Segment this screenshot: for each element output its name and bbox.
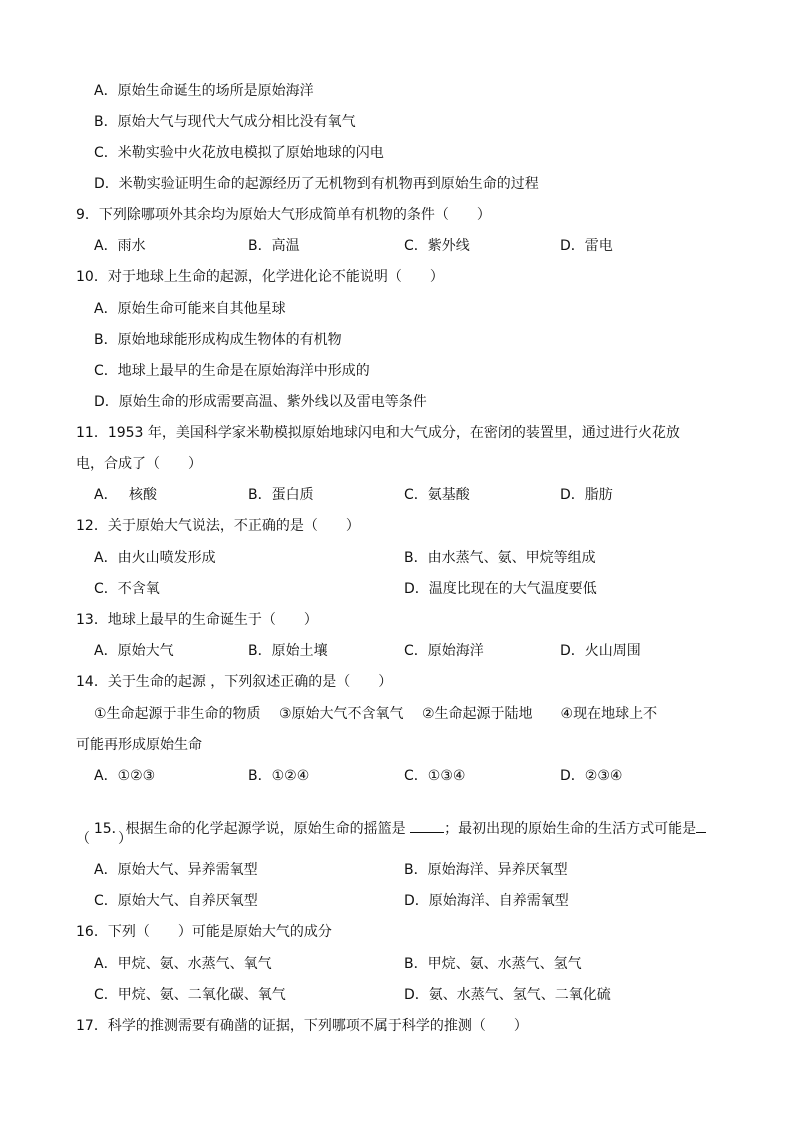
q15-blank-2 — [696, 818, 706, 833]
q13-option-c: C．原始海洋 — [404, 643, 484, 659]
q14-option-b: B．①②④ — [248, 768, 310, 784]
q15-stem-part-a: 15．根据生命的化学起源学说，原始生命的摇篮是 — [93, 821, 411, 837]
q15-option-c: C．原始大气、自养厌氧型 — [94, 893, 258, 909]
q10-option-d: D．原始生命的形成需要高温、紫外线以及雷电等条件 — [94, 394, 427, 410]
q12-option-c: C．不含氧 — [94, 581, 160, 597]
q15-blank-1 — [410, 818, 444, 833]
q14-items-line1: ①生命起源于非生命的物质 ③原始大气不含氧气 ②生命起源于陆地 ④现在地球上不 — [94, 706, 658, 722]
q15-stem-line1 — [76, 798, 706, 837]
q15-stem-part-b: ；最初出现的原始生命的生活方式可能是 — [444, 821, 697, 837]
q13-option-d: D．火山周围 — [560, 643, 641, 659]
q8-option-c: C．米勒实验中火花放电模拟了原始地球的闪电 — [94, 145, 384, 161]
q16-option-a: A．甲烷、氨、水蒸气、氧气 — [94, 956, 272, 972]
q11-option-a: A． 核酸 — [94, 487, 158, 503]
q10-stem: 10．对于地球上生命的起源，化学进化论不能说明（ ） — [76, 269, 444, 285]
q17-stem: 17．科学的推测需要有确凿的证据，下列哪项不属于科学的推测（ ） — [76, 1018, 528, 1034]
q8-option-a: A．原始生命诞生的场所是原始海洋 — [94, 83, 314, 99]
q9-option-a: A．雨水 — [94, 238, 146, 254]
q12-option-d: D．温度比现在的大气温度要低 — [404, 581, 597, 597]
q12-option-b: B．由水蒸气、氨、甲烷等组成 — [404, 550, 596, 566]
q13-option-b: B．原始土壤 — [248, 643, 328, 659]
q13-stem: 13．地球上最早的生命诞生于（ ） — [76, 612, 318, 628]
q12-stem: 12．关于原始大气说法，不正确的是（ ） — [76, 518, 360, 534]
q9-option-b: B．高温 — [248, 238, 300, 254]
q15-option-a: A．原始大气、异养需氧型 — [94, 862, 258, 878]
q10-option-b: B．原始地球能形成构成生物体的有机物 — [94, 332, 342, 348]
q11-option-c: C．氨基酸 — [404, 487, 470, 503]
q11-option-b: B．蛋白质 — [248, 487, 314, 503]
q14-option-c: C．①③④ — [404, 768, 466, 784]
q14-stem: 14．关于生命的起源 ，下列叙述正确的是（ ） — [76, 674, 393, 690]
q9-stem: 9．下列除哪项外其余均为原始大气形成简单有机物的条件（ ） — [76, 207, 491, 223]
q14-option-d: D．②③④ — [560, 768, 623, 784]
q16-option-d: D．氨、水蒸气、氢气、二氧化硫 — [404, 987, 611, 1003]
q12-option-a: A．由火山喷发形成 — [94, 550, 216, 566]
q11-stem-line1: 11．1953 年，美国科学家米勒模拟原始地球闪电和大气成分，在密闭的装置里，通过进行火花放 — [76, 425, 680, 441]
q14-items-line2: 可能再形成原始生命 — [76, 737, 202, 753]
q9-option-d: D．雷电 — [560, 238, 613, 254]
q15-option-b: B．原始海洋、异养厌氧型 — [404, 862, 568, 878]
q15-stem-line2: （ ） — [76, 831, 132, 847]
q10-option-a: A．原始生命可能来自其他星球 — [94, 301, 286, 317]
q16-option-c: C．甲烷、氨、二氧化碳、氧气 — [94, 987, 286, 1003]
q10-option-c: C．地球上最早的生命是在原始海洋中形成的 — [94, 363, 370, 379]
q11-option-d: D．脂肪 — [560, 487, 613, 503]
q11-stem-line2: 电，合成了（ ） — [76, 456, 202, 472]
q14-option-a: A．①②③ — [94, 768, 156, 784]
q16-option-b: B．甲烷、氨、水蒸气、氢气 — [404, 956, 582, 972]
q16-stem: 16．下列（ ）可能是原始大气的成分 — [76, 924, 332, 940]
q8-option-d: D．米勒实验证明生命的起源经历了无机物到有机物再到原始生命的过程 — [94, 176, 539, 192]
q13-option-a: A．原始大气 — [94, 643, 174, 659]
q9-option-c: C．紫外线 — [404, 238, 470, 254]
q8-option-b: B．原始大气与现代大气成分相比没有氧气 — [94, 114, 356, 130]
q15-option-d: D．原始海洋、自养需氧型 — [404, 893, 569, 909]
